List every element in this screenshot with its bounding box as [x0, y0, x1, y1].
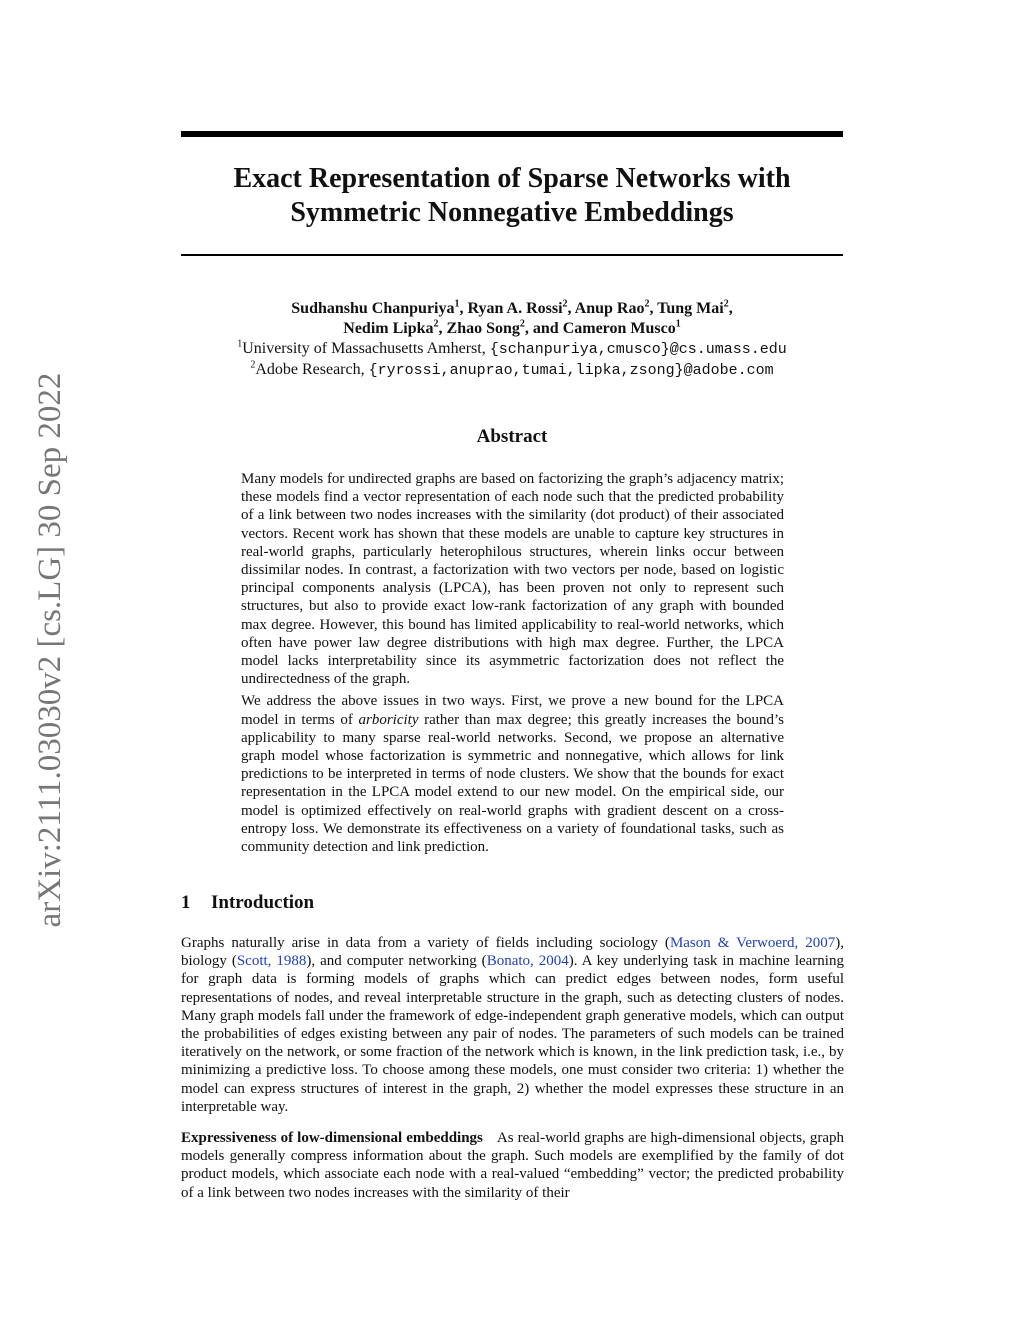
title-line-2: Symmetric Nonnegative Embeddings [290, 197, 734, 228]
affiliation-mark: 2 [250, 359, 256, 371]
citation-link[interactable]: Mason & Verwoerd, 2007 [669, 935, 836, 951]
affiliation-2 [130, 360, 894, 381]
author-block [130, 299, 894, 381]
arxiv-sidebar [30, 355, 70, 945]
title-line-1: Exact Representation of Sparse Networks with [233, 163, 791, 194]
author-name: , Tung Mai [649, 300, 724, 317]
body-paragraph-2 [181, 1129, 844, 1202]
author-name: , Anup Rao [567, 300, 645, 317]
abstract-heading: Abstract [476, 426, 548, 447]
author-line-1 [130, 299, 894, 319]
author-separator: , [728, 300, 733, 317]
section-body [181, 934, 844, 1215]
body-paragraph-1 [181, 934, 844, 1116]
author-name: , Ryan A. Rossi [459, 300, 563, 317]
author-name: Sudhanshu Chanpuriya [291, 300, 455, 317]
affiliation-mark: 2 [433, 318, 439, 330]
abstract-text: We address the above issues in two ways. First, we prove a new bound for the LPCA model in terms of [241, 693, 784, 728]
affiliation-mark: 2 [519, 318, 525, 330]
affiliation-1 [130, 339, 894, 360]
author-line-2 [130, 319, 894, 339]
affiliation-mark: 2 [723, 298, 729, 310]
citation-link[interactable]: Bonato, 2004 [486, 953, 569, 970]
affiliation-text: University of Massachusetts Amherst, [242, 340, 490, 357]
affiliation-email: {ryrossi,anuprao,tumai,lipka,zsong}@adobe.com [368, 362, 774, 379]
body-text: ), biology ( [181, 935, 844, 970]
body-text: ), and computer networking ( [306, 953, 487, 970]
section-heading [181, 892, 314, 914]
affiliation-mark: 1 [454, 298, 460, 310]
body-text: Graphs naturally arise in data from a variety of fields including sociology ( [181, 935, 670, 951]
title-bottom-rule [181, 254, 843, 256]
abstract-paragraph-2 [241, 692, 784, 856]
affiliation-email: {schanpuriya,cmusco}@cs.umass.edu [489, 341, 787, 358]
paper-title [150, 162, 874, 230]
affiliation-mark: 1 [675, 318, 681, 330]
arxiv-stamp: arXiv:2111.03030v2 [cs.LG] 30 Sep 2022 [32, 372, 68, 928]
paragraph-heading: Expressiveness of low-dimensional embeddings [181, 1130, 483, 1147]
affiliation-text: Adobe Research, [255, 361, 369, 378]
affiliation-mark: 2 [562, 298, 568, 310]
body-text: As real-world graphs are high-dimensional objects, graph models generally compress information about the graph. Such models are exemplified by the family of dot product models, which associate each node with a real-valued “embedding” vector; the predicted probability of a link between two nodes increases with the similarity of their [181, 1130, 844, 1201]
affiliation-mark: 1 [237, 338, 243, 350]
abstract-paragraph-1: Many models for undirected graphs are based on factorizing the graph’s adjacency matrix; these models find a vector representation of each node such that the predicted probability of a link between two nodes increases with the similarity (dot product) of their associated vectors. Recent work has shown that these models are unable to capture key structures in real-world graphs, particularly heterophilous structures, wherein links occur between dissimilar nodes. In contrast, a factorization with two vectors per node, based on logistic principal components analysis (LPCA), has been proven not only to represent such structures, but also to provide exact low-rank factorization of any graph with bounded max degree. However, this bound has limited applicability to real-world networks, which often have power law degree distributions with high max degree. Further, the LPCA model lacks interpretability since its asymmetric factorization does not reflect the undirectedness of the graph. [241, 471, 784, 688]
abstract-body [241, 470, 784, 860]
body-text: ). A key underlying task in machine learning for graph data is forming models of graphs which can predict edges between nodes, form useful representations of nodes, and reveal interpretable structure in the graph, such as detecting clusters of nodes. Many graph models fall under the framework of edge-independent graph generative models, which can output the probabilities of edges existing between any pair of nodes. The parameters of such models can be trained iteratively on the network, or some fraction of the network which is known, in the link prediction task, i.e., by minimizing a predictive loss. To choose among these models, one must consider two criteria: 1) whether the model can express structures of interest in the graph, 2) whether the model expresses these structure in an interpretable way. [181, 953, 844, 1115]
section-title: Introduction [211, 892, 315, 913]
abstract-emphasis: arboricity [358, 711, 419, 728]
title-top-rule [181, 131, 843, 137]
abstract-text: rather than max degree; this greatly increases the bound’s applicability to many sparse real-world networks. Second, we propose an alternative graph model whose factorization is symmetric and nonnegative, which allows for link predictions to be interpreted in terms of node clusters. We show that the bounds for exact representation in the LPCA model extend to our new model. On the empirical side, our model is optimized effectively on real-world graphs with gradient descent on a cross-entropy loss. We demonstrate its effectiveness on a variety of foundational tasks, such as community detection and link prediction. [241, 711, 784, 856]
section-number: 1 [181, 892, 191, 913]
affiliation-mark: 2 [644, 298, 650, 310]
citation-link[interactable]: Scott, 1988 [236, 953, 307, 970]
author-name: , and Cameron Musco [524, 320, 676, 337]
author-name: , Zhao Song [438, 320, 520, 337]
author-name: Nedim Lipka [343, 320, 434, 337]
